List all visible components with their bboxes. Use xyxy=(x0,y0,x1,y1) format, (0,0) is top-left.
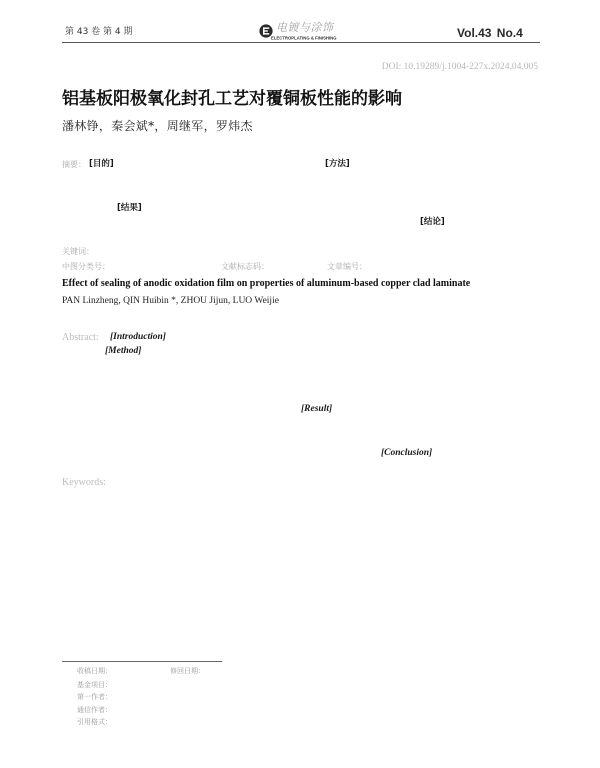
footnote-corresponding-author: 通信作者： xyxy=(77,706,112,714)
keywords-cn-label: 关键词： xyxy=(62,247,94,256)
footnote-first-author: 第一作者： xyxy=(77,693,112,701)
abstract-cn-method-tag: [方法] xyxy=(325,159,350,169)
title-en: Effect of sealing of anodic oxidation film on properties of aluminum-based copper clad laminate xyxy=(62,278,471,289)
abstract-en-result-tag: [Result] xyxy=(301,404,333,414)
header-rule xyxy=(62,42,540,43)
abstract-cn-objective-tag: [目的] xyxy=(89,159,114,169)
authors-cn: 潘林铮，秦会斌*，周继军，罗炜杰 xyxy=(62,119,253,133)
issue-en: Vol.43 No.4 xyxy=(457,26,523,40)
abstract-en-conclusion-tag: [Conclusion] xyxy=(381,448,433,458)
keywords-en-label: Keywords: xyxy=(62,477,106,488)
abstract-en-method-tag: [Method] xyxy=(105,346,142,356)
issue-cn: 第 43 卷 第 4 期 xyxy=(65,27,133,37)
footnote-citation: 引用格式： xyxy=(77,718,112,726)
footnote-rule xyxy=(62,661,222,662)
document-code-label: 文献标志码： xyxy=(221,262,269,271)
journal-logo-en: ELECTROPLATING & FINISHING xyxy=(271,35,337,41)
footnote-received-date: 收稿日期： xyxy=(77,667,112,675)
abstract-cn-result-tag: [结果] xyxy=(117,203,142,213)
title-cn: 铝基板阳极氧化封孔工艺对覆铜板性能的影响 xyxy=(62,89,402,109)
doi[interactable]: DOI: 10.19289/j.1004-227x.2024.04.005 xyxy=(381,62,538,72)
abstract-en-introduction-tag: [Introduction] xyxy=(110,332,166,342)
footnote-revised-date: 修回日期： xyxy=(170,667,205,675)
clc-number-label: 中图分类号： xyxy=(62,262,110,271)
journal-logo-cn: 电镀与涂饰 xyxy=(276,21,334,34)
footnote-fund: 基金项目： xyxy=(77,681,112,689)
abstract-cn-conclusion-tag: [结论] xyxy=(420,217,445,227)
authors-en: PAN Linzheng, QIN Huibin *, ZHOU Jijun, LUO Weijie xyxy=(62,296,279,306)
abstract-en-label: Abstract: xyxy=(62,332,99,343)
abstract-cn-label: 摘要： xyxy=(62,160,86,169)
article-number-label: 文章编号： xyxy=(327,262,367,271)
